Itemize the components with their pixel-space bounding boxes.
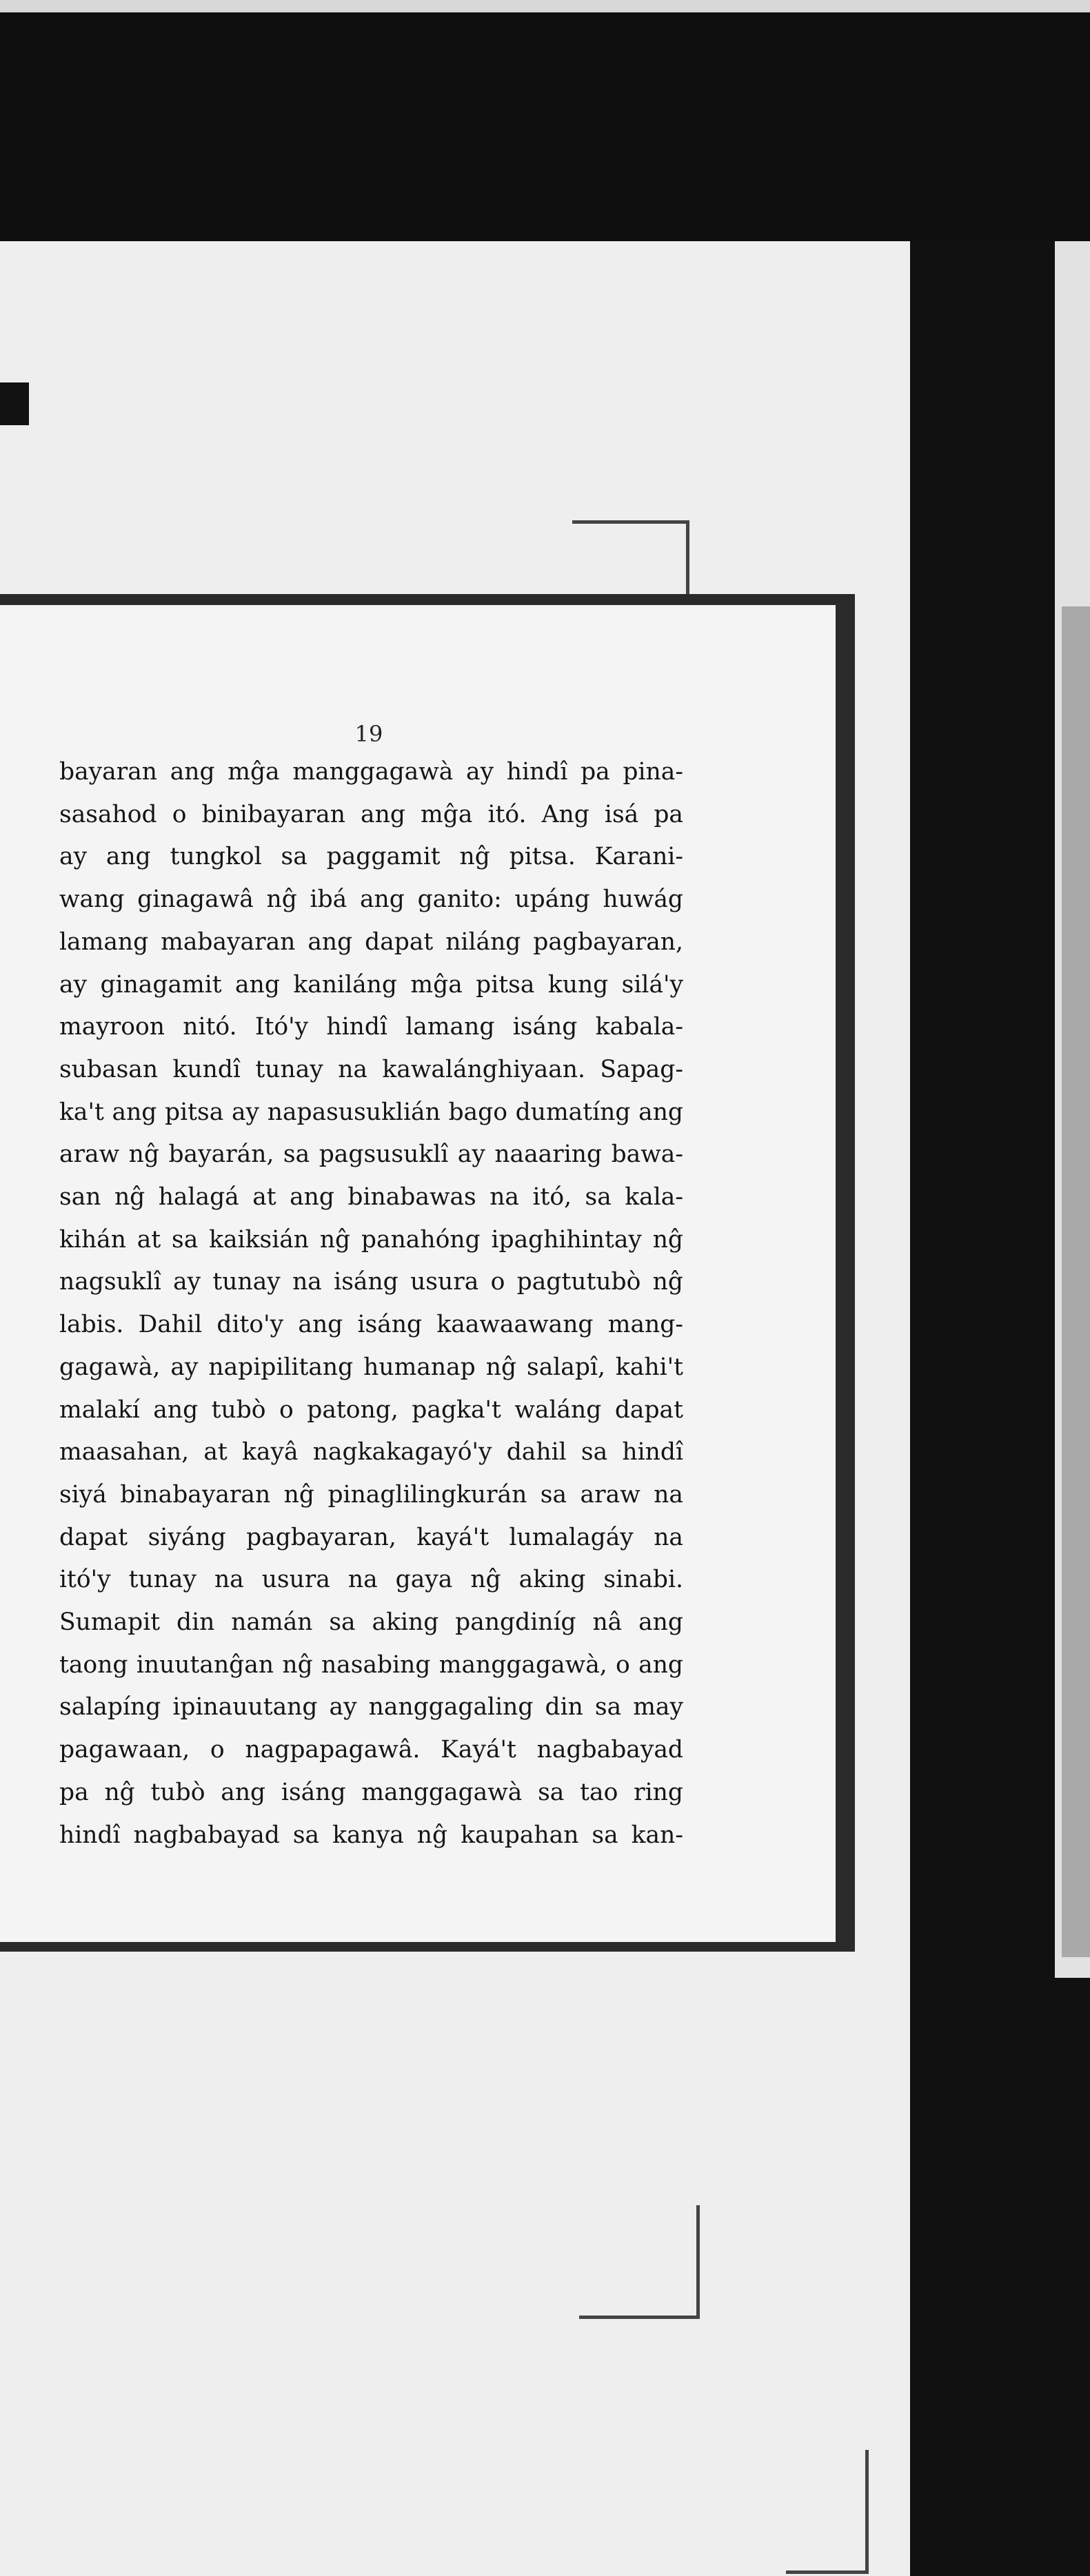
text-line: lamang mabayaran ang dapat niláng pagbayaran, [59, 928, 683, 956]
text-line: san nĝ halagá at ang binabawas na itó, sa kala- [59, 1183, 683, 1212]
text-line: salapíng ipinauutang ay nanggagaling din sa may [59, 1693, 683, 1721]
text-line: hindî nagbabayad sa kanya nĝ kaupahan sa kan- [59, 1821, 683, 1849]
text-line: pa nĝ tubò ang isáng manggagawà sa tao ring [59, 1778, 683, 1806]
text-line: kihán at sa kaiksián nĝ panahóng ipaghihintay nĝ [59, 1225, 683, 1254]
crop-mark-corner [786, 2450, 869, 2574]
text-line: labis. Dahil dito'y ang isáng kaawaawang mang- [59, 1311, 683, 1339]
film-border-top [0, 0, 1090, 241]
text-line: sasahod o binibayaran ang mĝa itó. Ang isá pa [59, 800, 683, 828]
text-line: maasahan, at kayâ nagkakagayó'y dahil sa hindî [59, 1438, 683, 1466]
text-line: araw nĝ bayarán, sa pagsusuklî ay naaaring bawa- [59, 1141, 683, 1169]
text-line: nagsuklî ay tunay na isáng usura o pagtutubò nĝ [59, 1268, 683, 1296]
text-line: pagawaan, o nagpapagawâ. Kayá't nagbabayad [59, 1736, 683, 1764]
text-line: wang ginagawâ nĝ ibá ang ganito: upáng huwág [59, 886, 683, 914]
page-number: 19 [354, 721, 383, 747]
crop-mark-top [572, 520, 689, 596]
registration-mark [0, 382, 29, 425]
text-line: dapat siyáng pagbayaran, kayá't lumalagáy na [59, 1523, 683, 1551]
text-line: mayroon nitó. Itó'y hindî lamang isáng kabala- [59, 1013, 683, 1041]
film-edge-strip [0, 0, 1090, 12]
text-line: ay ginagamit ang kaniláng mĝa pitsa kung silá'y [59, 970, 683, 999]
text-line: malakí ang tubò o patong, pagka't waláng dapat [59, 1396, 683, 1424]
body-text [59, 751, 683, 1857]
book-page [0, 605, 836, 1942]
adjacent-page-shadow [1062, 606, 1090, 1957]
text-line: ay ang tungkol sa paggamit nĝ pitsa. Karani- [59, 843, 683, 871]
text-line: bayaran ang mĝa manggagawà ay hindî pa pina- [59, 758, 683, 786]
crop-mark-bottom [579, 2205, 700, 2319]
text-line: itó'y tunay na usura na gaya nĝ aking sinabi. [59, 1566, 683, 1594]
text-line: siyá binabayaran nĝ pinaglilingkurán sa araw na [59, 1480, 683, 1509]
text-line: taong inuutanĝan nĝ nasabing manggagawà, o ang [59, 1650, 683, 1679]
text-line: subasan kundî tunay na kawalánghiyaan. Sapag- [59, 1055, 683, 1083]
text-line: ka't ang pitsa ay napasusuklián bago dumatíng ang [59, 1098, 683, 1126]
text-line: gagawà, ay napipilitang humanap nĝ salapî, kahi't [59, 1353, 683, 1381]
text-line: Sumapit din namán sa aking pangdiníg nâ ang [59, 1608, 683, 1637]
